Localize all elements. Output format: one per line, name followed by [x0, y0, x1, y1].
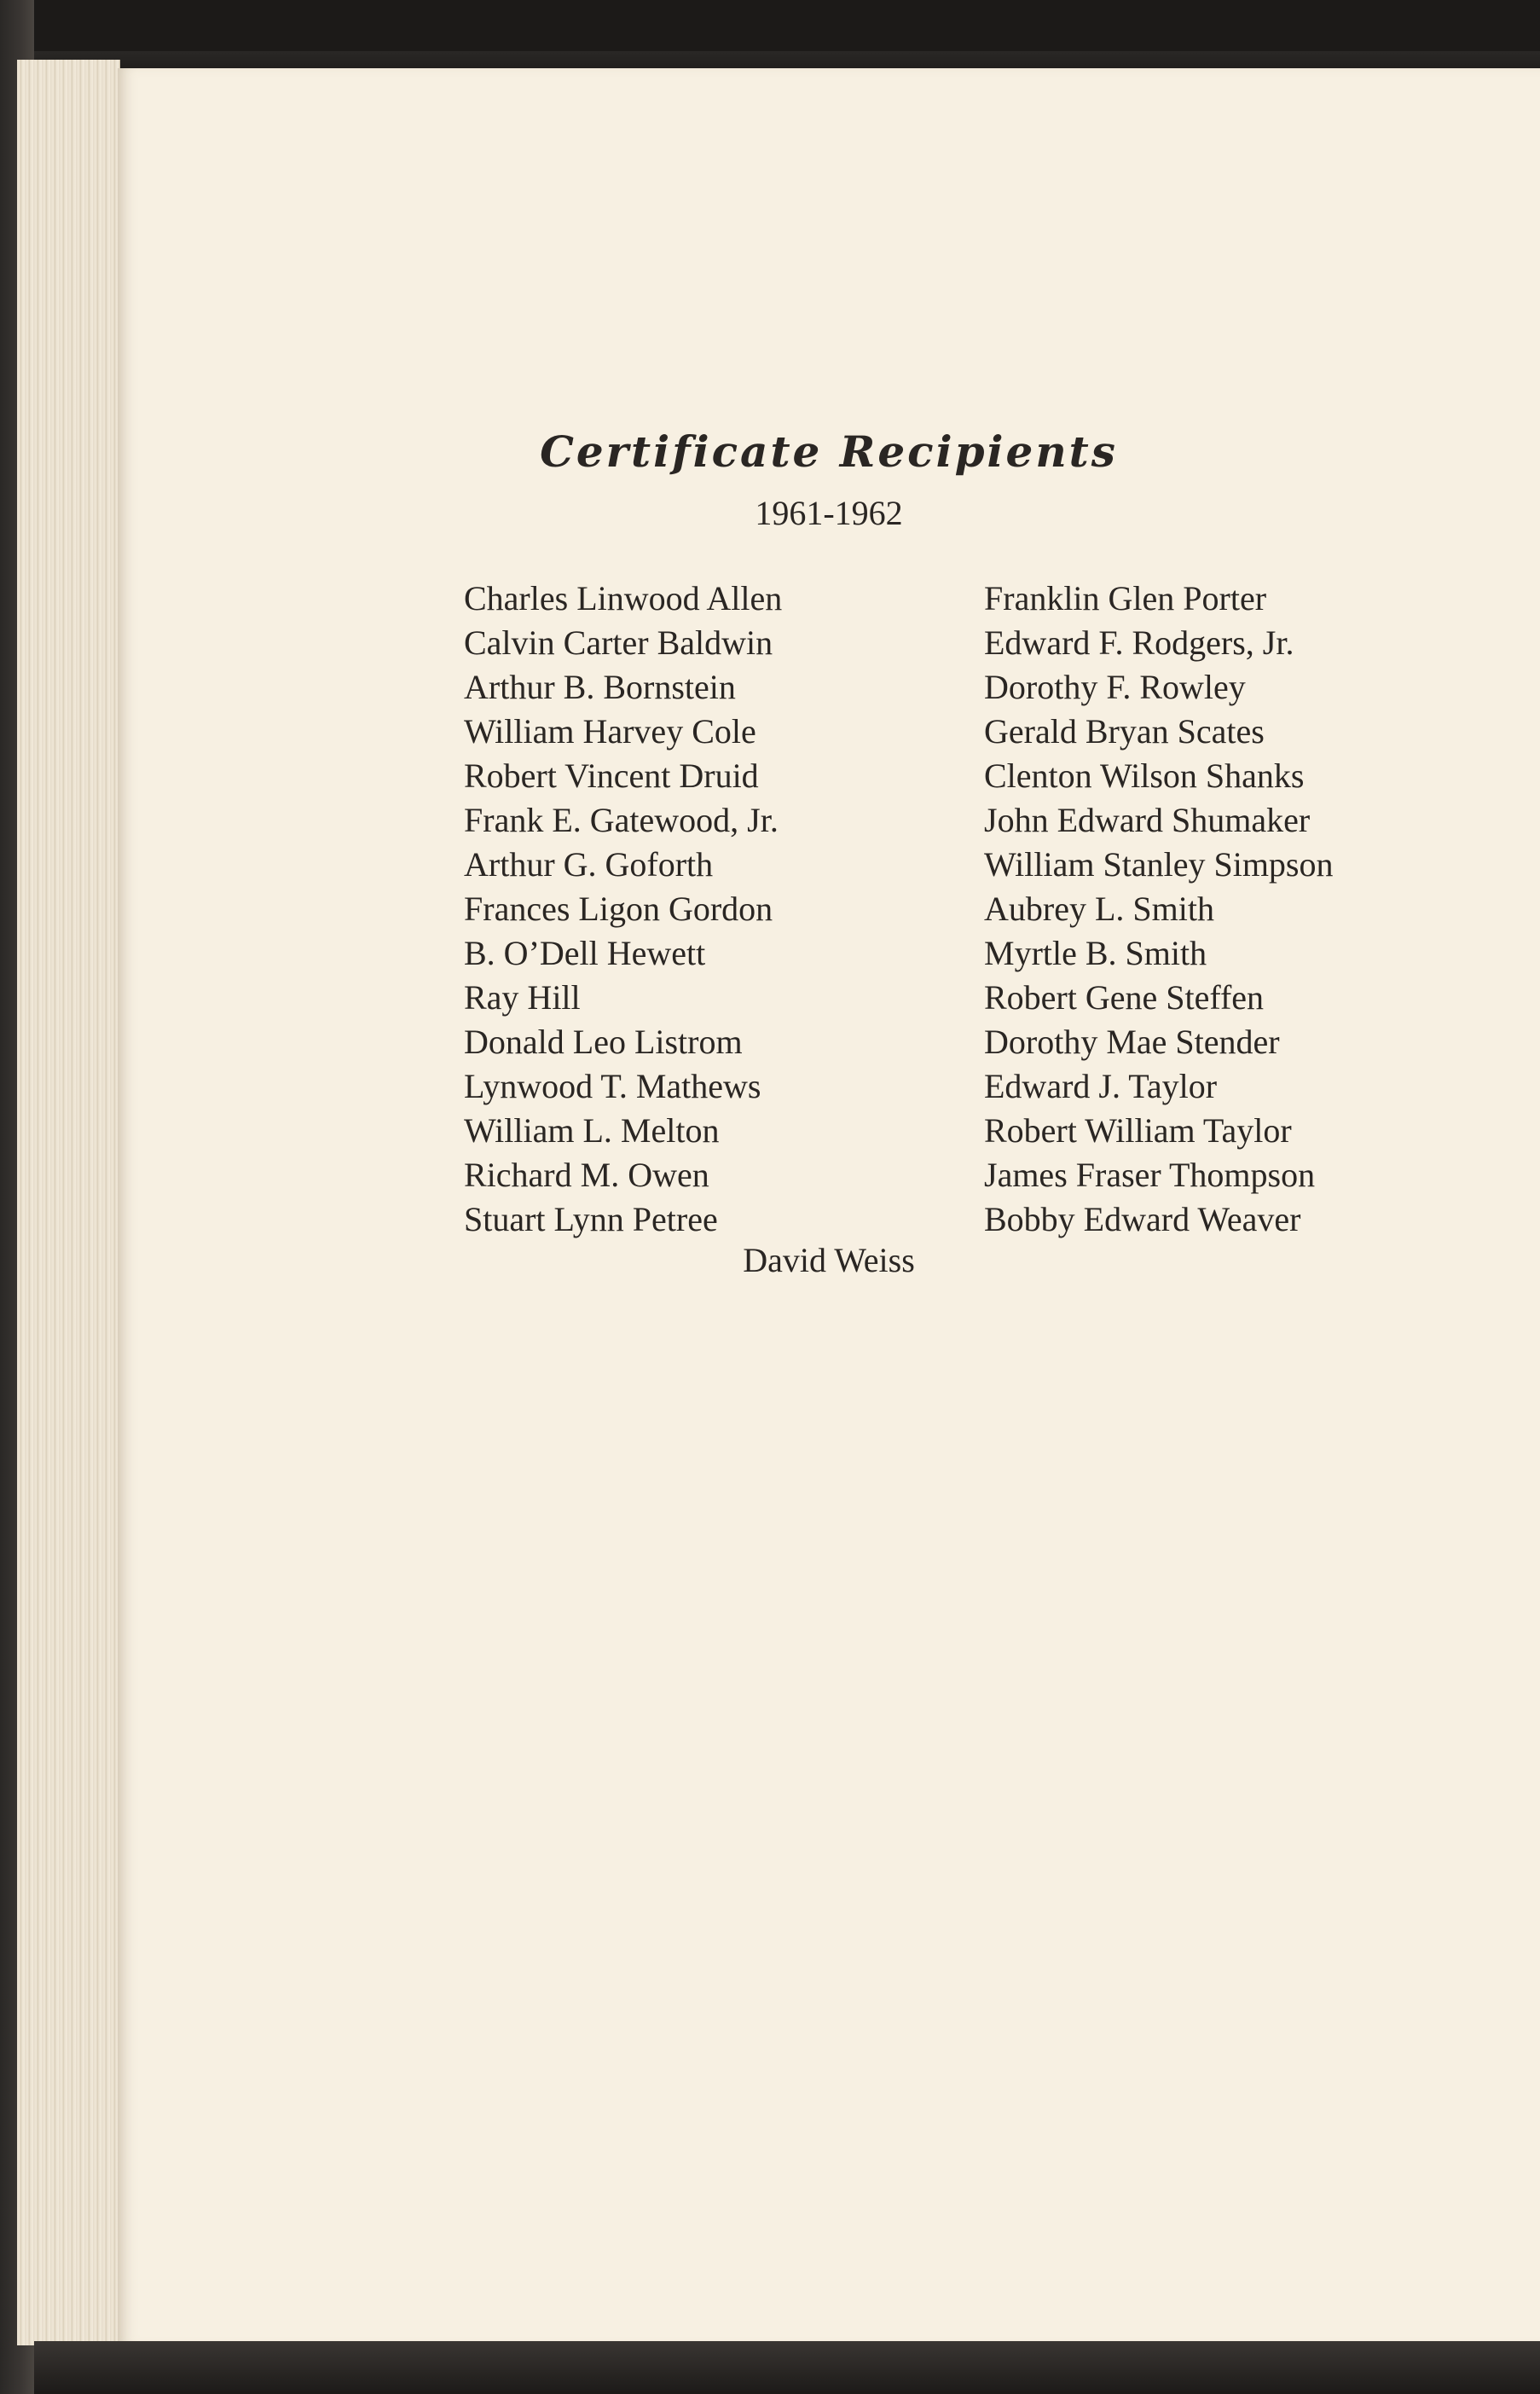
list-item: Robert Vincent Druid: [464, 756, 759, 795]
list-item: Robert William Taylor: [984, 1111, 1292, 1150]
list-item: William Harvey Cole: [464, 712, 756, 751]
list-item: Stuart Lynn Petree: [464, 1200, 718, 1238]
list-item: Dorothy Mae Stender: [984, 1023, 1280, 1061]
right-name-list: [984, 577, 1334, 1242]
list-item: William L. Melton: [464, 1111, 720, 1150]
list-item: Lynwood T. Mathews: [464, 1067, 761, 1105]
book-page-edges: [17, 60, 120, 2345]
list-item: Frances Ligon Gordon: [464, 890, 773, 928]
list-item: B. O’Dell Hewett: [464, 934, 706, 972]
list-item: John Edward Shumaker: [984, 801, 1311, 839]
list-item: James Fraser Thompson: [984, 1156, 1316, 1194]
list-item: Donald Leo Listrom: [464, 1023, 743, 1061]
final-centered-name: David Weiss: [743, 1241, 915, 1279]
list-item: Myrtle B. Smith: [984, 934, 1207, 972]
list-item: Arthur B. Bornstein: [464, 668, 736, 706]
list-item: Gerald Bryan Scates: [984, 712, 1265, 751]
list-item: William Stanley Simpson: [984, 845, 1334, 884]
page-title: Certificate Recipients: [540, 426, 1118, 477]
list-item: Frank E. Gatewood, Jr.: [464, 801, 779, 839]
year-range: 1961-1962: [755, 494, 903, 532]
list-item: Charles Linwood Allen: [464, 579, 783, 617]
list-item: Robert Gene Steffen: [984, 978, 1265, 1017]
list-item: Dorothy F. Rowley: [984, 668, 1246, 706]
list-item: Richard M. Owen: [464, 1156, 709, 1194]
list-item: Bobby Edward Weaver: [984, 1200, 1301, 1238]
left-name-list: [464, 577, 782, 1242]
bottom-shadow: [34, 2341, 1540, 2394]
book-page: [118, 68, 1540, 2345]
list-item: Aubrey L. Smith: [984, 890, 1214, 928]
list-item: Calvin Carter Baldwin: [464, 623, 773, 662]
list-item: Ray Hill: [464, 978, 581, 1017]
list-item: Edward F. Rodgers, Jr.: [984, 623, 1294, 662]
list-item: Clenton Wilson Shanks: [984, 756, 1305, 795]
list-item: Arthur G. Goforth: [464, 845, 714, 884]
list-item: Edward J. Taylor: [984, 1067, 1218, 1105]
list-item: Franklin Glen Porter: [984, 579, 1267, 617]
